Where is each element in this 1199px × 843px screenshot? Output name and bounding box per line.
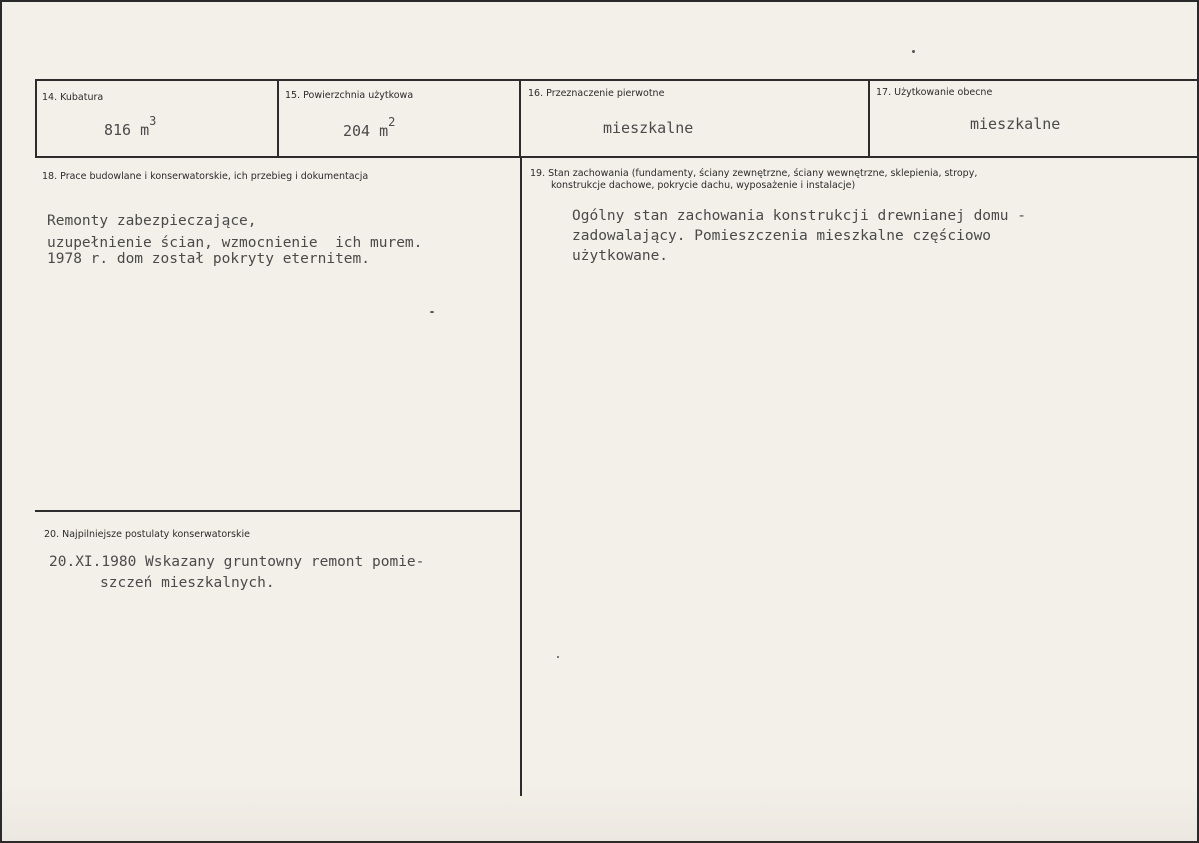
field16-label: 16. Przeznaczenie pierwotne — [528, 88, 665, 99]
field20-label: 20. Najpilniejsze postulaty konserwatorskie — [44, 529, 250, 540]
paper-speck — [912, 50, 915, 53]
divider-15-16 — [519, 79, 521, 158]
field16-value: mieszkalne — [603, 119, 694, 137]
field15-value: 204 $m^2$ — [343, 115, 396, 140]
top-row-border — [35, 79, 1199, 81]
field14-value: 816 $m^3$ — [104, 114, 157, 139]
field20-top-border — [35, 510, 520, 512]
divider-16-17 — [868, 79, 870, 158]
left-border — [35, 79, 37, 158]
field18-line-1: Remonty zabezpieczające, — [47, 213, 257, 229]
field20-line-1: 20.XI.1980 Wskazany gruntowny remont pomie- — [49, 554, 425, 570]
paper-speck — [557, 656, 559, 658]
divider-14-15 — [277, 79, 279, 158]
paper-speck — [430, 311, 434, 313]
field15-label: 15. Powierzchnia użytkowa — [285, 90, 414, 101]
field17-value: mieszkalne — [970, 115, 1061, 133]
divider-left-right-column — [520, 156, 522, 796]
field19-line-3: użytkowane. — [572, 248, 669, 264]
field18-label: 18. Prace budowlane i konserwatorskie, ich przebieg i dokumentacja — [42, 171, 369, 182]
field19-line-2: zadowalający. Pomieszczenia mieszkalne częściowo — [572, 228, 992, 244]
field20-line-2: szczeń mieszkalnych. — [100, 575, 275, 591]
field19-label-line-2: konstrukcje dachowe, pokrycie dachu, wyposażenie i instalacje) — [551, 180, 856, 191]
field17-label: 17. Użytkowanie obecne — [876, 87, 993, 98]
field19-line-1: Ogólny stan zachowania konstrukcji drewnianej domu - — [572, 208, 1026, 224]
field19-label-line-1: 19. Stan zachowania (fundamenty, ściany zewnętrzne, ściany wewnętrzne, sklepienia, stropy, — [530, 168, 978, 179]
middle-row-border — [35, 156, 1199, 158]
field18-line-3: 1978 r. dom został pokryty eternitem. — [47, 251, 371, 267]
field18-line-2: uzupełnienie ścian, wzmocnienie ich murem. — [47, 235, 423, 251]
field14-label: 14. Kubatura — [42, 92, 104, 103]
